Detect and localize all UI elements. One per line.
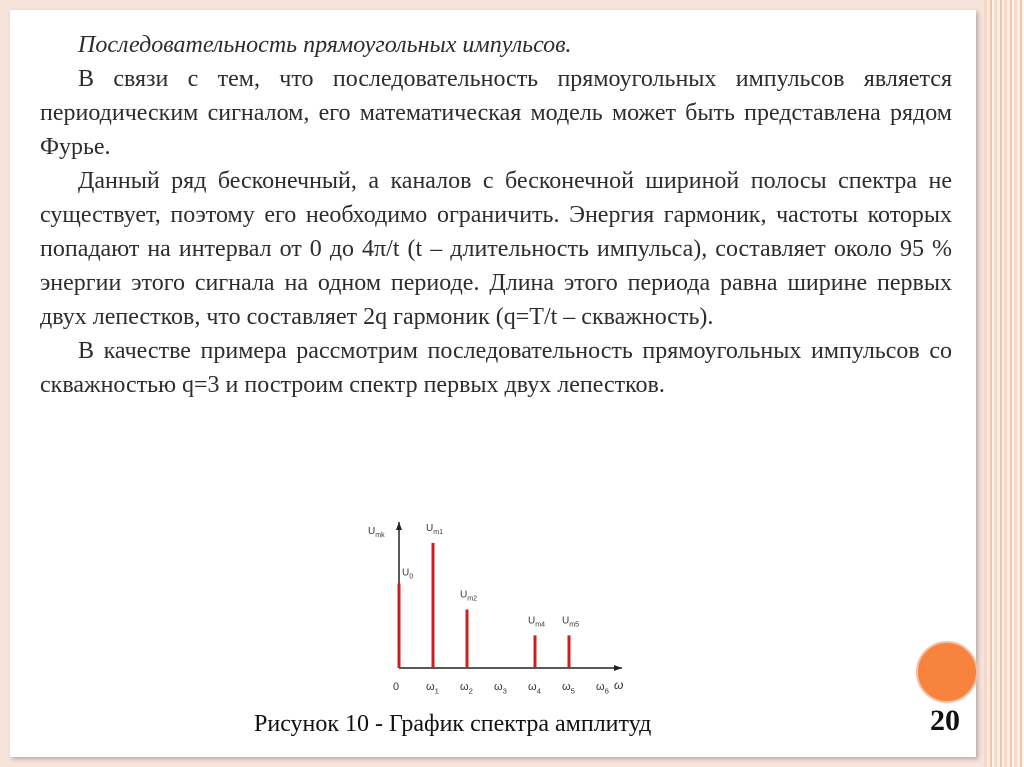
x-tick-label-2: $\omega_2$ xyxy=(460,681,473,696)
page-number: 20 xyxy=(930,704,960,737)
slide xyxy=(10,10,976,757)
origin-label: 0 xyxy=(393,681,400,693)
bar-label-m1: $U_{m1}$ xyxy=(426,522,443,536)
paragraph-2: Данный ряд бесконечный, а каналов с бесконечной шириной полосы спектра не существует, поэтому его необходимо ограничить. Энергия гармоник, частоты которых попадают на интервал от 0 до 4π/t (t – длительность импульса), составляет около 95 % энергии этого сигнала на одном периоде. Длина этого периода равна ширине первых двух лепестков, что составляет 2q гармоник (q=T/t – скважность). xyxy=(40,168,952,330)
decorative-circle xyxy=(916,641,978,703)
bar-label-m4: $U_{m4}$ xyxy=(528,615,545,629)
section-heading: Последовательность прямоугольных импульсов. xyxy=(78,32,572,58)
amplitude-spectrum-chart xyxy=(10,10,976,757)
bar-label-0: $U_0$ xyxy=(402,567,414,581)
y-axis-label: $U_{mk}$ xyxy=(368,526,385,539)
paragraph-1: В связи с тем, что последовательность прямоугольных импульсов является периодическим сигналом, его математическая модель может быть представлена рядом Фурье. xyxy=(40,66,952,160)
x-tick-label-3: $\omega_3$ xyxy=(494,681,507,696)
bar-label-m2: $U_{m2}$ xyxy=(460,589,477,603)
x-axis-arrow xyxy=(614,665,622,671)
x-tick-label-4: $\omega_4$ xyxy=(528,681,541,696)
x-tick-label-1: $\omega_1$ xyxy=(426,681,439,696)
y-axis-arrow xyxy=(396,522,402,530)
decorative-stripes xyxy=(984,0,1024,767)
x-tick-label-6: $\omega_6$ xyxy=(596,681,609,696)
figure-caption: Рисунок 10 - График спектра амплитуд xyxy=(254,711,652,737)
paragraph-3: В качестве примера рассмотрим последовательность прямоугольных импульсов со скважностью q=3 и построим спектр первых двух лепестков. xyxy=(40,338,952,398)
x-tick-label-5: $\omega_5$ xyxy=(562,681,575,696)
bar-label-m5: $U_{m5}$ xyxy=(562,615,579,629)
x-axis-label: ω xyxy=(614,678,624,692)
